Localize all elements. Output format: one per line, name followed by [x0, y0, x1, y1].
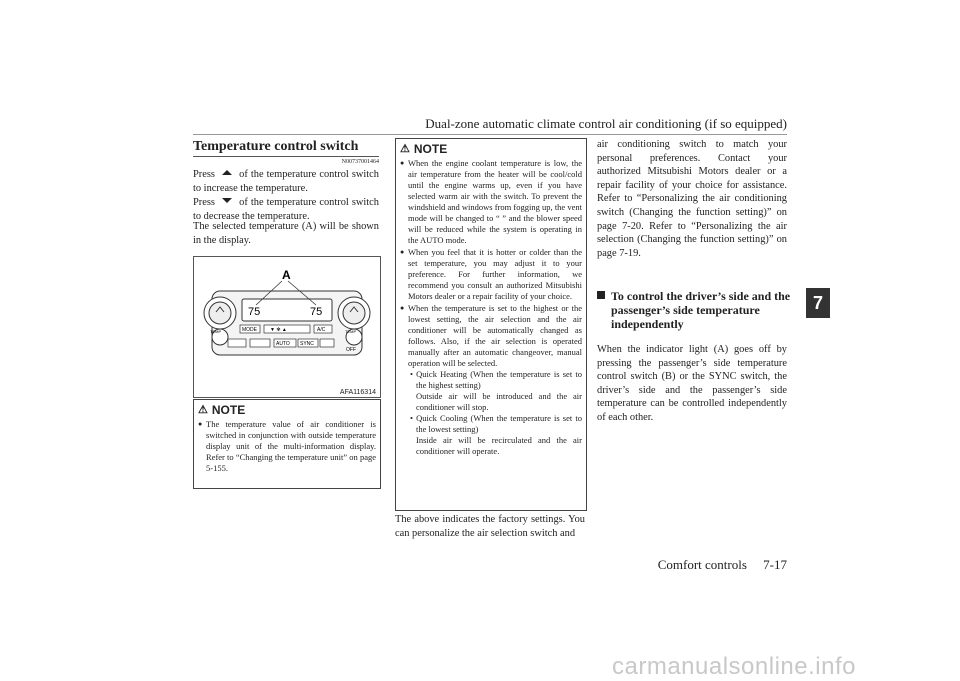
personalize-paragraph: air conditioning switch to match your personal preferences. Contact your authorized Mitsubishi Motors dealer or a repair facility of your choice for assistance. Refer to “Personalizing the air conditioning switch (Changing the function setting)” on page 7-20. Refer to “Personalizing the air selection (Changing the function setting)” on page 7-19.	[597, 139, 787, 259]
figure-id: AFA116314	[339, 389, 376, 396]
note-item-text: When the temperature is set to the highest or the lowest setting, the air selection and the air conditioner will be automatically changed as follows. Also, if the air selection is operated manually after an automatic changeover, manual operation will be selected.	[408, 303, 582, 368]
right-temp-readout: 75	[310, 306, 323, 318]
note-box-1	[193, 399, 381, 489]
independent-control-paragraph: When the indicator light (A) goes off by pressing the passenger’s side temperature control switch (B) or the SYNC switch, the driver’s side and the passenger’s side temperature can be controlled independently of each other.	[597, 344, 787, 423]
note-list	[194, 419, 380, 477]
watermark: carmanualsonline.info	[612, 653, 856, 680]
increase-text: of the temperature control switch to increase the temperature.	[193, 169, 379, 194]
arrow-down-icon	[222, 198, 232, 203]
note-item: ● When you feel that it is hotter or colder than the set temperature, you may adjust it to your preference. For further information, we recommend you consult an authorized Mitsubishi Motors dealer or a repair facility of your choice.	[400, 247, 582, 302]
defrost-button[interactable]	[250, 339, 270, 347]
arrow-up-icon	[222, 170, 232, 175]
decrease-text: of the temperature control switch to decrease the temperature.	[193, 197, 379, 222]
mode-button-label: MODE	[242, 327, 257, 333]
quick-cooling-text: Inside air will be recirculated and the air conditioner will operate.	[416, 435, 582, 456]
quick-cooling-item	[408, 413, 582, 457]
section-rule	[193, 156, 379, 157]
note-heading	[194, 400, 380, 419]
page-footer	[600, 557, 787, 573]
quick-heating-item	[408, 369, 582, 413]
note-heading	[396, 139, 586, 158]
callout-a: A	[282, 268, 291, 282]
section-title: Temperature control switch	[193, 139, 359, 154]
climate-control-panel-illustration	[194, 257, 380, 397]
footer-section: Comfort controls	[657, 557, 747, 572]
note-box-2	[395, 138, 587, 511]
note-item	[400, 303, 582, 457]
temp-label-left: TEMP	[210, 329, 222, 334]
press-text: Press	[193, 197, 215, 208]
off-button-label: OFF	[346, 347, 356, 353]
press-text: Press	[193, 169, 215, 180]
ac-button-label: A/C	[317, 327, 326, 333]
recirc-button[interactable]	[228, 339, 246, 347]
left-temp-readout: 75	[248, 306, 261, 318]
quick-cooling-title: • Quick Cooling (When the temperature is set to the lowest setting)	[410, 413, 582, 434]
note-item: ● When the engine coolant temperature is low, the air temperature from the heater will be cool/cold until the engine warms up, even if you have selected warm air with the switch. To prevent the windshield and windows from fogging up, the vent mode will be changed to “ ” and the blower speed will be reduced while the system is operating in the AUTO mode.	[400, 158, 582, 246]
independent-control-heading-text: To control the driver’s side and the passenger’s side temperature independently	[611, 289, 791, 331]
quick-heating-title: • Quick Heating (When the temperature is set to the highest setting)	[410, 369, 582, 390]
independent-control-heading	[597, 289, 801, 331]
note-list	[396, 158, 586, 460]
factory-settings-paragraph: The above indicates the factory settings. You can personalize the air selection switch and	[395, 514, 585, 539]
warning-icon: ⚠	[198, 404, 208, 416]
auto-button-label: AUTO	[276, 341, 290, 347]
header-rule	[193, 134, 787, 135]
increase-paragraph	[193, 168, 379, 195]
square-bullet-icon	[597, 291, 605, 299]
note-heading-label: NOTE	[413, 141, 448, 156]
reference-code: N00737001464	[341, 159, 379, 165]
note-heading-label: NOTE	[211, 402, 246, 417]
quick-heating-text: Outside air will be introduced and the air conditioner will stop.	[416, 391, 582, 412]
note-item: ● The temperature value of air conditioner is switched in conjunction with outside temperature display unit of the multi-information display. Refer to “Changing the temperature unit” on page 5-155.	[198, 419, 376, 474]
display-paragraph: The selected temperature (A) will be shown in the display.	[193, 221, 379, 246]
warning-icon: ⚠	[400, 143, 410, 155]
fan-speed-symbols: ▼ ✻ ▲	[270, 327, 287, 333]
temp-label-right: TEMP	[345, 329, 357, 334]
chapter-tab[interactable]: 7	[806, 288, 830, 318]
climate-panel-figure	[193, 256, 381, 398]
running-header: Dual-zone automatic climate control air conditioning (if so equipped)	[425, 116, 787, 131]
sync-button-label: SYNC	[300, 341, 314, 347]
rear-defrost-button[interactable]	[320, 339, 334, 347]
page-number: 7-17	[763, 557, 787, 572]
